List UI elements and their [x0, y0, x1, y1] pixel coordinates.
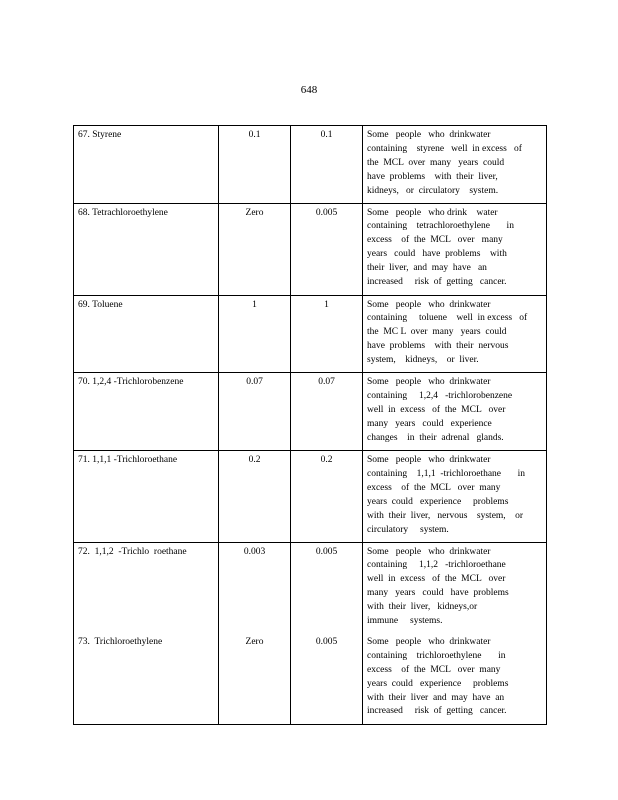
mclg-value: 0.2: [219, 451, 291, 542]
effect-line: the MC L over many years could: [367, 327, 507, 338]
effect-line: Some people who drinkwater: [367, 636, 491, 647]
mclg-value: 0.07: [219, 373, 291, 451]
effect-line: circulatory system.: [367, 524, 449, 535]
effect-line: years could experience problems: [367, 496, 509, 507]
health-effect: [363, 203, 547, 295]
mclg-cell: [219, 542, 291, 724]
table-row: [74, 295, 547, 373]
effect-line: many years could experience: [367, 418, 492, 429]
mcl-value: 0.07: [291, 373, 363, 451]
contaminant-name-cell: [74, 542, 219, 724]
effect-line: Some people who drinkwater: [367, 455, 491, 466]
effect-line: containing 1,2,4 -trichlorobenzene: [367, 390, 513, 401]
contaminant-table: [73, 125, 547, 725]
effect-line: with their liver and may have an: [367, 692, 505, 703]
effect-line: excess of the MCL over many: [367, 482, 501, 493]
page-number: 648: [300, 84, 318, 96]
effect-line: have problems with their nervous: [367, 341, 509, 352]
effect-line: Some people who drinkwater: [367, 377, 491, 388]
health-effect: [363, 373, 547, 451]
effect-line: excess of the MCL over many: [367, 235, 503, 246]
effect-line: containing 1,1,1 -trichloroethane in: [367, 468, 526, 479]
effect-line: years could have problems with: [367, 249, 507, 260]
effect-line: Some people who drinkwater: [367, 546, 491, 557]
contaminant-name: 67. Styrene: [74, 126, 219, 204]
mclg-value: 0.003: [243, 546, 266, 557]
health-effect: [363, 451, 547, 542]
effect-line: Some people who drink water: [367, 207, 498, 218]
effect-line: containing toluene well in excess of: [367, 313, 528, 324]
effect-line: their liver, and may have an: [367, 263, 487, 274]
effect-line: containing trichloroethylene in: [367, 650, 506, 661]
mclg-value: Zero: [245, 637, 264, 648]
contaminant-name: 72. 1,1,2 -Trichlo roethane: [78, 546, 187, 557]
effect-line: containing tetrachloroethylene in: [367, 221, 514, 232]
contaminant-name: 73. Trichloroethylene: [78, 637, 163, 648]
effect-line: with their liver, nervous system, or: [367, 510, 524, 521]
mcl-value: 0.2: [291, 451, 363, 542]
effect-line: with their liver, kidneys,or: [367, 602, 478, 613]
effect-line: well in excess of the MCL over: [367, 574, 506, 585]
mcl-value: 0.1: [291, 126, 363, 204]
mcl-value: 0.005: [291, 203, 363, 295]
effect-line: years could experience problems: [367, 678, 509, 689]
mcl-value: 0.005: [315, 546, 338, 557]
contaminant-name: 70. 1,2,4 -Trichlorobenzene: [74, 373, 219, 451]
mclg-value: Zero: [219, 203, 291, 295]
health-effect: [363, 542, 547, 724]
effect-line: changes in their adrenal glands.: [367, 432, 504, 443]
table-row: [74, 203, 547, 295]
effect-line: the MCL over many years could: [367, 157, 505, 168]
effect-line: Some people who drinkwater: [367, 130, 491, 140]
contaminant-name: 69. Toluene: [74, 295, 219, 373]
effect-line: kidneys, or circulatory system.: [367, 185, 499, 196]
effect-line: increased risk of getting cancer.: [367, 706, 507, 717]
mcl-value: 0.005: [315, 637, 338, 648]
table-row: [74, 373, 547, 451]
table-row: [74, 126, 547, 204]
contaminant-name: 68. Tetrachloroethylene: [74, 203, 219, 295]
health-effect: [363, 295, 547, 373]
table-row: [74, 451, 547, 542]
effect-line: have problems with their liver,: [367, 171, 498, 182]
effect-line: increased risk of getting cancer.: [367, 277, 507, 288]
effect-line: containing styrene well in excess of: [367, 143, 522, 154]
effect-line: immune systems.: [367, 616, 443, 627]
mclg-value: 1: [219, 295, 291, 373]
contaminant-name: 71. 1,1,1 -Trichloroethane: [74, 451, 219, 542]
health-effect: [363, 126, 547, 204]
mclg-value: 0.1: [219, 126, 291, 204]
effect-line: system, kidneys, or liver.: [367, 355, 479, 366]
table-row: [74, 542, 547, 724]
mcl-value: 1: [291, 295, 363, 373]
effect-line: excess of the MCL over many: [367, 664, 501, 675]
effect-line: well in excess of the MCL over: [367, 404, 506, 415]
effect-line: Some people who drinkwater: [367, 299, 491, 310]
mcl-cell: [291, 542, 363, 724]
effect-line: many years could have problems: [367, 588, 509, 599]
effect-line: containing 1,1,2 -trichloroethane: [367, 560, 506, 571]
